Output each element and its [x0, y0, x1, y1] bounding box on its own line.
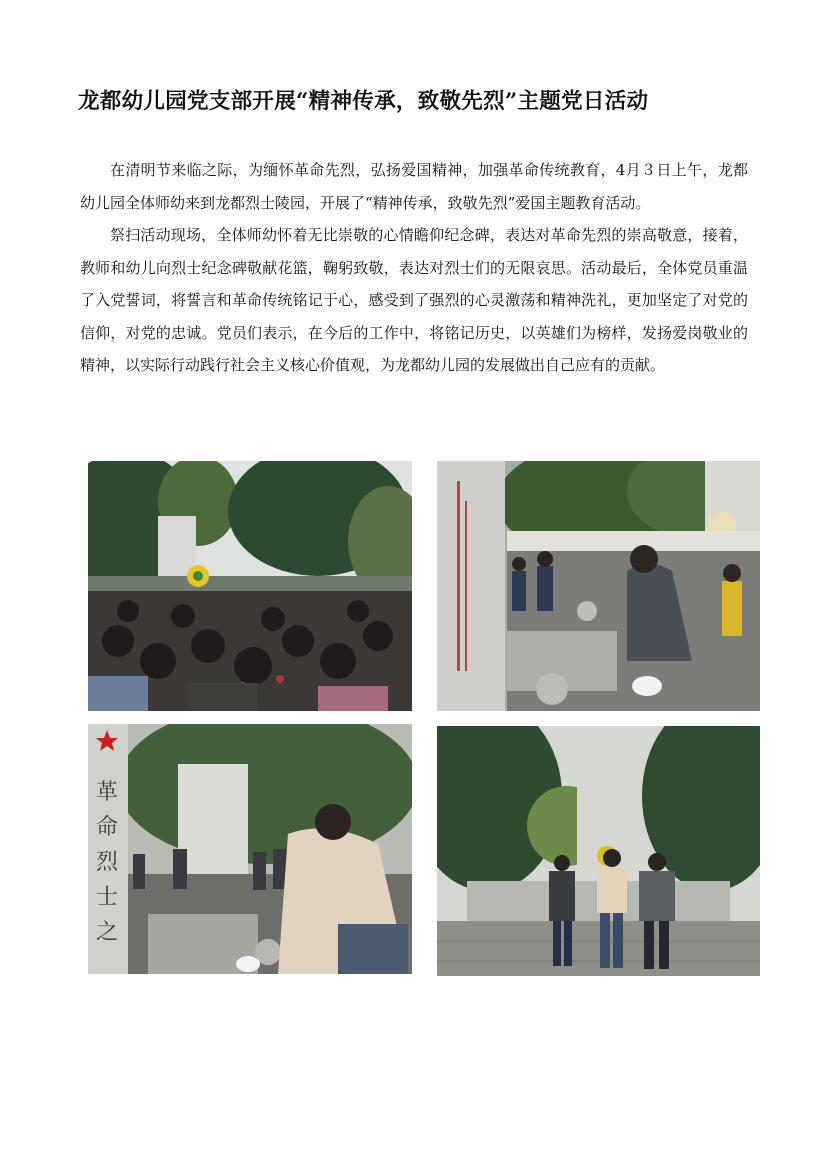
children-at-memorial-photo: [88, 461, 412, 711]
svg-text:烈: 烈: [96, 850, 119, 875]
teacher-wiping-monument-photo: [88, 724, 412, 974]
teacher-cleaning-monument-photo: [437, 461, 760, 711]
page-title: 龙都幼儿园党支部开展“精神传承，致敬先烈”主题党日活动: [78, 89, 649, 114]
article-body: [80, 154, 748, 382]
party-members-bowing-photo: [437, 726, 760, 976]
svg-text:士: 士: [96, 885, 119, 910]
paragraph-1: 在清明节来临之际，为缅怀革命先烈，弘扬爱国精神，加强革命传统教育，4月３日上午，龙都幼儿园全体师幼来到龙都烈士陵园，开展了“精神传承，致敬先烈”爱国主题教育活动。: [80, 161, 748, 212]
svg-text:命: 命: [96, 815, 119, 840]
paragraph-2: 祭扫活动现场，全体师幼怀着无比崇敬的心情瞻仰纪念碑，表达对革命先烈的崇高敬意，接着，教师和幼儿向烈士纪念碑敬献花篮，鞠躬致敬，表达对烈士们的无限哀思。活动最后，全体党员重温了入党誓词，将誓言和革命传统铭记于心，感受到了强烈的心灵激荡和精神洗礼，更加坚定了对党的信仰，对党的忠诚。党员们表示，在今后的工作中，将铭记历史，以英雄们为榜样，发扬爱岗敬业的精神，以实际行动践行社会主义核心价值观，为龙都幼儿园的发展做出自己应有的贡献。: [80, 226, 748, 374]
svg-text:之: 之: [96, 920, 119, 945]
monument-inscription: 革: [96, 780, 119, 805]
